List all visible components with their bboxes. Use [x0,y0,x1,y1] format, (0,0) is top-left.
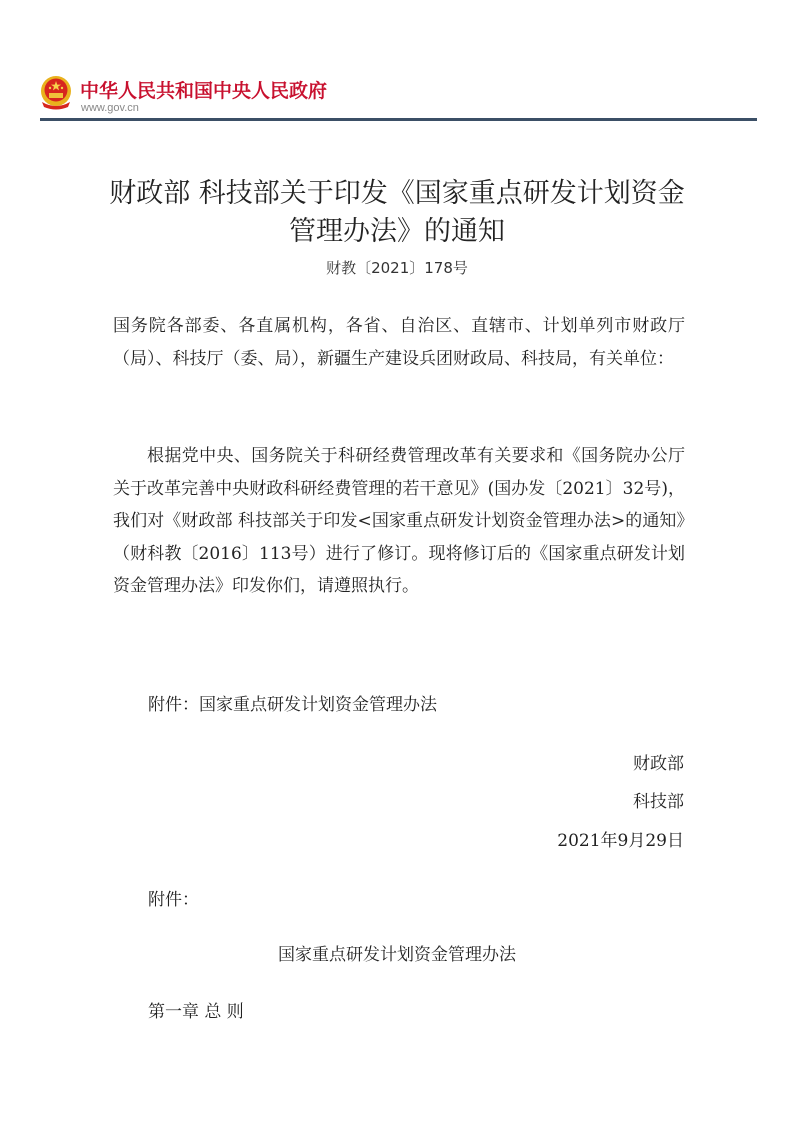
document-number: 财教〔2021〕178号 [326,259,468,277]
attachment-line: 附件：国家重点研发计划资金管理办法 [148,695,437,715]
chapter-heading: 第一章 总 则 [148,1002,244,1022]
site-name[interactable]: 中华人民共和国中央人民政府 [80,80,328,102]
document-title: 财政部 科技部关于印发《国家重点研发计划资金管理办法》的通知 [109,178,685,247]
signatory-ministry-of-science: 科技部 [633,792,684,812]
header-divider [40,118,757,121]
body-paragraph: 根据党中央、国务院关于科研经费管理改革有关要求和《国务院办公厅关于改革完善中央财政科研经费管理的若干意见》(国办发〔2021〕32号)，我们对《财政部 科技部关于印发<国家重点研发计划资金管理办法>的通知》（财科教〔2016〕113号）进行了修订。现将修订后的《国家重点研发计划资金管理办法》印发你们，请遵照执行。 [113,446,685,596]
signature-date: 2021年9月29日 [557,831,684,851]
site-header [0,0,794,125]
addressees-paragraph: 国务院各部委、各直属机构，各省、自治区、直辖市、计划单列市财政厅（局）、科技厅（委、局），新疆生产建设兵团财政局、科技局，有关单位： [113,316,685,369]
rules-title: 国家重点研发计划资金管理办法 [278,945,516,965]
attachment-heading: 附件： [148,890,199,910]
national-emblem-icon [38,74,74,112]
site-url[interactable]: www.gov.cn [81,102,139,114]
signatory-ministry-of-finance: 财政部 [633,754,684,774]
